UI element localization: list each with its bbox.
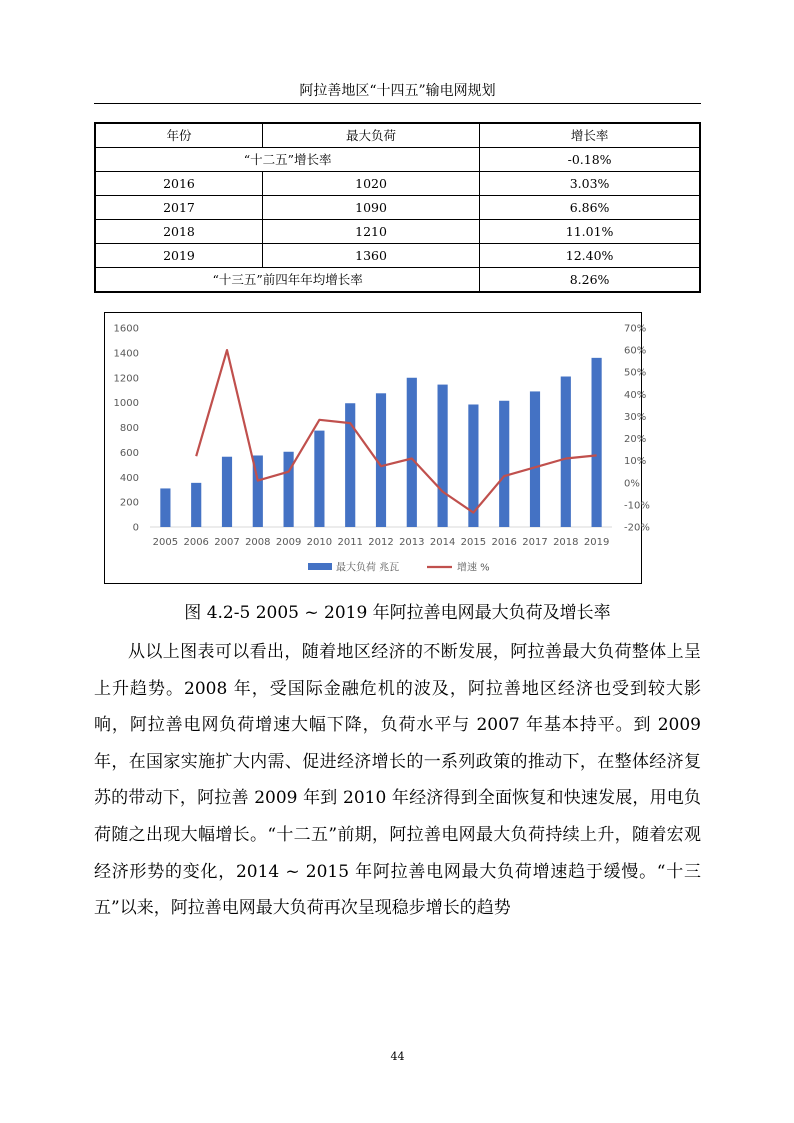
- table-row: [95, 244, 700, 268]
- y-right-tick-label: 0%: [624, 478, 640, 490]
- row-load: 1210: [262, 220, 479, 244]
- row-rate: 8.26%: [480, 268, 700, 293]
- x-tick-label: 2010: [306, 537, 333, 548]
- bar: [438, 385, 448, 527]
- y-right-tick-label: -20%: [624, 522, 650, 534]
- bar: [499, 401, 509, 527]
- row-rate: 12.40%: [480, 244, 700, 268]
- y-right-tick-label: 10%: [624, 456, 647, 468]
- row-rate: 6.86%: [480, 196, 700, 220]
- x-tick-label: 2017: [522, 537, 548, 548]
- y-left-tick-label: 0: [132, 522, 139, 534]
- y-right-tick-label: 40%: [624, 389, 647, 401]
- page-header: 阿拉善地区“十四五”输电网规划: [299, 83, 496, 99]
- x-tick-label: 2007: [214, 537, 240, 548]
- bar: [407, 378, 417, 527]
- y-left-tick-label: 1200: [113, 373, 139, 385]
- bar: [314, 431, 324, 527]
- row-year: 2019: [95, 244, 262, 268]
- bar: [191, 483, 201, 527]
- x-tick-label: 2008: [245, 537, 271, 548]
- y-left-tick-label: 400: [119, 472, 139, 484]
- chart-svg: [105, 313, 650, 583]
- y-left-tick-label: 200: [119, 497, 139, 509]
- table-row: [95, 148, 700, 172]
- table-row: [95, 172, 700, 196]
- bar: [530, 391, 540, 527]
- row-rate: 11.01%: [480, 220, 700, 244]
- bar: [561, 377, 571, 527]
- row-load: 1020: [262, 172, 479, 196]
- y-right-tick-label: 30%: [624, 411, 647, 423]
- row-rate: 3.03%: [480, 172, 700, 196]
- row-rate: -0.18%: [480, 148, 700, 172]
- y-right-tick-label: 60%: [624, 345, 647, 357]
- col-header-load: 最大负荷: [262, 123, 479, 148]
- page-number: 44: [390, 1050, 405, 1063]
- col-header-year: 年份: [95, 123, 262, 148]
- legend-bar-label: 最大负荷 兆瓦: [336, 562, 400, 574]
- load-growth-chart: [104, 312, 650, 584]
- row-label: “十二五”增长率: [95, 148, 480, 172]
- legend-line-label: 增速 %: [457, 562, 490, 574]
- row-label: “十三五”前四年年均增长率: [95, 268, 480, 293]
- figure-caption: 图 4.2-5 2005 ~ 2019 年阿拉善电网最大负荷及增长率: [184, 603, 611, 623]
- x-tick-label: 2013: [399, 537, 425, 548]
- row-load: 1360: [262, 244, 479, 268]
- x-tick-label: 2015: [460, 537, 487, 548]
- y-left-tick-label: 1000: [113, 398, 139, 410]
- row-year: 2017: [95, 196, 262, 220]
- x-tick-label: 2006: [183, 537, 209, 548]
- row-year: 2018: [95, 220, 262, 244]
- row-year: 2016: [95, 172, 262, 196]
- x-tick-label: 2012: [368, 537, 394, 548]
- table-row: [95, 196, 700, 220]
- x-tick-label: 2011: [337, 537, 363, 548]
- y-right-tick-label: -10%: [624, 500, 650, 512]
- y-left-tick-label: 1400: [113, 348, 139, 360]
- bar: [284, 452, 294, 527]
- table-row: [95, 220, 700, 244]
- y-left-tick-label: 600: [119, 447, 139, 459]
- bar: [222, 457, 232, 527]
- bar: [160, 488, 170, 527]
- y-left-tick-label: 800: [119, 423, 139, 434]
- x-tick-label: 2019: [583, 537, 610, 548]
- legend-bar-swatch: [308, 563, 332, 570]
- y-left-tick-label: 1600: [113, 323, 139, 335]
- header-rule: [94, 103, 701, 104]
- body-paragraph: 从以上图表可以看出，随着地区经济的不断发展，阿拉善最大负荷整体上呈上升趋势。2008 年，受国际金融危机的波及，阿拉善地区经济也受到较大影响，阿拉善电网负荷增速大幅下降，负荷水平与 2007 年基本持平。到 2009 年，在国家实施扩大内需、促进经济增长的一系列政策的推动下，在整体经济复苏的带动下，阿拉善 2009 年到 2010 年经济得到全面恢复和快速发展，用电负荷随之出现大幅增长。“十二五”前期，阿拉善电网最大负荷持续上升，随着宏观经济形势的变化，2014 ~ 2015 年阿拉善电网最大负荷增速趋于缓慢。“十三五”以来，阿拉善电网最大负荷再次呈现稳步增长的趋势: [94, 642, 701, 919]
- x-tick-label: 2009: [275, 537, 302, 548]
- x-tick-label: 2005: [152, 537, 179, 548]
- table-header-row: [95, 123, 700, 148]
- y-right-tick-label: 50%: [624, 367, 647, 379]
- bar: [592, 358, 602, 527]
- x-tick-label: 2018: [553, 537, 579, 548]
- row-load: 1090: [262, 196, 479, 220]
- y-right-tick-label: 70%: [624, 323, 647, 335]
- table-row: [95, 268, 700, 293]
- y-right-tick-label: 20%: [624, 434, 647, 446]
- x-tick-label: 2016: [491, 537, 517, 548]
- col-header-rate: 增长率: [480, 123, 700, 148]
- x-tick-label: 2014: [429, 537, 456, 548]
- load-table: [94, 122, 701, 293]
